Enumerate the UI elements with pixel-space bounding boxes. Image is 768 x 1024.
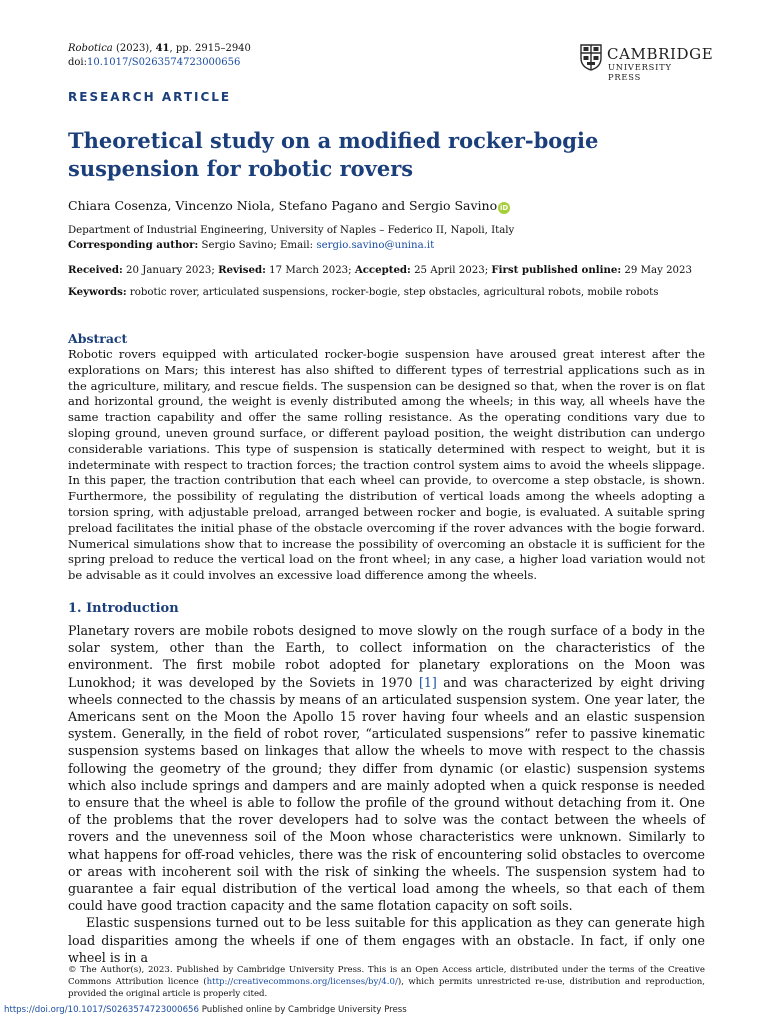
doi-line: doi:10.1017/S0263574723000656	[68, 57, 241, 68]
journal-name: Robotica	[68, 43, 113, 54]
introduction-paragraph: Elastic suspensions turned out to be less suitable for this application as they can generate high load disparities among the wheels if one of them engages with an obstacle. In fact, if only one wheel is in a	[68, 915, 705, 965]
publisher-press: UNIVERSITY PRESS	[608, 62, 672, 82]
citation-line: Robotica (2023), 41, pp. 2915–2940	[68, 43, 251, 54]
journal-header	[68, 42, 251, 70]
cambridge-shield-icon	[580, 44, 602, 71]
corresponding-author: Corresponding author: Sergio Savino; Email: sergio.savino@unina.it	[68, 239, 435, 251]
author-list: Chiara Cosenza, Vincenzo Niola, Stefano Pagano and Sergio Savino iD	[68, 198, 509, 213]
abstract-text: Robotic rovers equipped with articulated rocker-bogie suspension have aroused great interest after the explorations on Mars; this interest has also shifted to different types of terrestrial applications such as in the agriculture, military, and rescue fields. The suspension can be designed so that, when the rover is on flat and horizontal ground, the weight is evenly distributed among the wheels; in this way, all wheels have the same traction capability and offer the same rolling resistance. As the operating conditions vary due to sloping ground, uneven ground surface, or different payload position, the weight distribution can undergo considerable variations. This type of suspension is statically determined with respect to weight, but it is indeterminate with respect to traction forces; the traction control system aims to avoid the wheels slippage. In this paper, the traction contribution that each wheel can provide, to overcome a step obstacle, is shown. Furthermore, the possibility of regulating the distribution of vertical loads among the wheels adopting a torsion spring, with adjustable preload, arranged between rocker and bogie, is evaluated. A suitable spring preload facilitates the initial phase of the obstacle overcoming if the rover advances with the bogie forward. Numerical simulations show that to increase the possibility of overcoming an obstacle it is sufficient for the spring preload to reduce the vertical load on the front wheel; in any case, a higher load variation would not be advisable as it could involves an excessive load difference among the wheels.	[68, 347, 705, 583]
affiliation: Department of Industrial Engineering, University of Naples – Federico II, Napoli, Italy	[68, 225, 515, 236]
article-type: RESEARCH ARTICLE	[68, 90, 232, 104]
orcid-icon[interactable]: iD	[500, 204, 509, 212]
publication-dates: Received: 20 January 2023; Revised: 17 March 2023; Accepted: 25 April 2023; First published online: 29 May 2023	[68, 264, 692, 276]
volume: 41	[155, 43, 170, 54]
email-link[interactable]: sergio.savino@unina.it	[316, 240, 435, 251]
cambridge-logo	[580, 44, 714, 82]
page-footer: https://doi.org/10.1017/S0263574723000656 Published online by Cambridge University Press	[4, 1005, 407, 1015]
publisher-name: CAMBRIDGE	[607, 45, 714, 63]
article-title: Theoretical study on a modified rocker-bogie suspension for robotic rovers	[68, 128, 599, 181]
abstract-heading: Abstract	[68, 331, 128, 346]
license-notice: © The Author(s), 2023. Published by Cambridge University Press. This is an Open Access article, distributed under the terms of the Creative Commons Attribution licence (http://creativecommons.org/licenses/by/4.0/), which permits unrestricted re-use, distribution and reproduction, provided the original article is properly cited.	[68, 965, 706, 999]
introduction-heading: 1. Introduction	[68, 601, 179, 616]
license-link[interactable]: http://creativecommons.org/licenses/by/4.0/	[206, 977, 398, 987]
introduction-paragraph: Planetary rovers are mobile robots designed to move slowly on the rough surface of a body in the solar system, other than the Earth, to collect information on the characteristics of the environment. The first mobile robot adopted for planetary explorations on the Moon was Lunokhod; it was developed by the Soviets in 1970 [1] and was characterized by eight driving wheels connected to the chassis by means of an articulated suspension system. One year later, the Americans sent on the Moon the Apollo 15 rover having four wheels and an elastic suspension system. Generally, in the field of robot rover, “articulated suspensions” refer to passive kinematic suspension systems based on linkages that allow the wheels to move with respect to the chassis following the geometry of the ground; they differ from dynamic (or elastic) suspension systems which also include springs and dampers and are mainly adopted when a quick response is needed to ensure that the wheel is able to follow the profile of the ground without detaching from it. One of the problems that the rover developers had to solve was the contact between the wheels of rovers and the unevenness soil of the Moon whose characteristics were unknown. Similarly to what happens for off-road vehicles, there was the risk of encountering solid obstacles to overcome or areas with incoherent soil with the risk of sinking the wheels. The suspension system had to guarantee a fair equal distribution of the vertical load among the wheels, so that each of them could have good traction capacity and the same flotation capacity on soft soils.	[68, 623, 705, 914]
doi-link[interactable]: 10.1017/S0263574723000656	[87, 57, 241, 68]
pages: , pp. 2915–2940	[169, 43, 251, 54]
keywords: Keywords: robotic rover, articulated suspensions, rocker-bogie, step obstacles, agricultural robots, mobile robots	[68, 286, 659, 298]
reference-link[interactable]: [1]	[418, 674, 437, 690]
footer-doi-link[interactable]: https://doi.org/10.1017/S0263574723000656	[4, 1005, 199, 1015]
introduction-body	[68, 622, 705, 966]
